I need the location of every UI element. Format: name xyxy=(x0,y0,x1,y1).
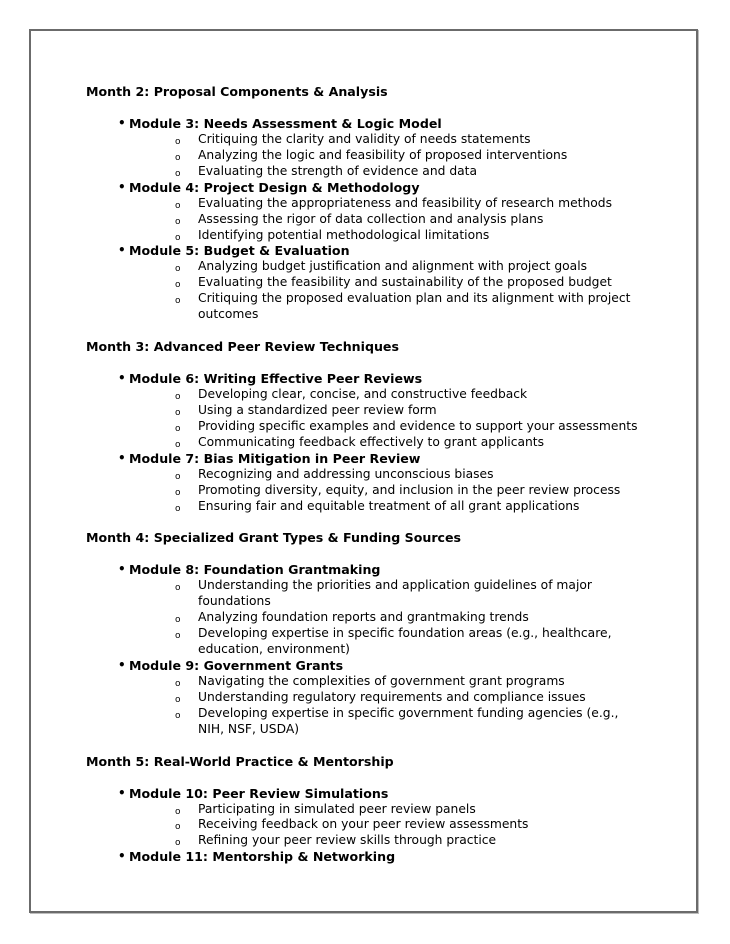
list-item-text: Providing specific examples and evidence to support your assessments xyxy=(198,418,638,433)
month-heading: Month 3: Advanced Peer Review Techniques xyxy=(86,339,399,355)
list-item-text: Participating in simulated peer review panels xyxy=(198,801,476,816)
list-item-text: Identifying potential methodological limitations xyxy=(198,227,490,242)
bullet-icon: • xyxy=(118,450,126,465)
list-item xyxy=(86,275,686,291)
list-item xyxy=(86,212,686,228)
list-item xyxy=(86,706,686,738)
list-item xyxy=(86,196,686,212)
section-spacer xyxy=(86,738,686,754)
heading-spacer xyxy=(86,355,686,371)
bullet-icon: • xyxy=(118,849,126,864)
module-heading xyxy=(86,116,686,132)
list-item-text: Understanding regulatory requirements and compliance issues xyxy=(198,689,586,704)
list-item xyxy=(86,817,686,833)
list-item xyxy=(86,690,686,706)
module-title: Module 10: Peer Review Simulations xyxy=(129,785,389,801)
list-item xyxy=(86,419,686,435)
circle-bullet-icon: o xyxy=(175,296,181,307)
circle-bullet-icon: o xyxy=(175,137,181,147)
circle-bullet-icon: o xyxy=(175,806,181,817)
list-item-text: Evaluating the strength of evidence and data xyxy=(198,163,478,178)
list-item-text: Using a standardized peer review form xyxy=(198,402,437,417)
circle-bullet-icon: o xyxy=(175,200,181,211)
circle-bullet-icon: o xyxy=(175,503,181,514)
section-spacer xyxy=(86,514,686,530)
list-item-text: Receiving feedback on your peer review assessments xyxy=(198,817,529,832)
document-content xyxy=(86,84,686,865)
heading-spacer xyxy=(86,100,686,116)
module-title: Module 6: Writing Effective Peer Reviews xyxy=(129,371,423,387)
bullet-icon: • xyxy=(118,371,126,386)
module-heading xyxy=(86,451,686,467)
list-item xyxy=(86,610,686,626)
list-item xyxy=(86,387,686,403)
module-heading xyxy=(86,243,686,259)
bullet-icon: • xyxy=(118,785,126,800)
month-heading: Month 2: Proposal Components & Analysis xyxy=(86,84,388,99)
list-item-text: Analyzing budget justification and alignment with project goals xyxy=(198,259,588,274)
list-item-text: Recognizing and addressing unconscious biases xyxy=(198,466,494,481)
list-item-text: Developing clear, concise, and constructive feedback xyxy=(198,387,528,402)
list-item xyxy=(86,164,686,180)
list-item xyxy=(86,802,686,818)
module-heading xyxy=(86,562,686,578)
circle-bullet-icon: o xyxy=(175,471,181,482)
module-title: Module 7: Bias Mitigation in Peer Review xyxy=(129,450,421,466)
list-item xyxy=(86,132,686,148)
circle-bullet-icon: o xyxy=(175,216,181,227)
bullet-icon: • xyxy=(118,116,126,130)
list-item xyxy=(86,467,686,483)
list-item-text: Evaluating the appropriateness and feasibility of research methods xyxy=(198,195,613,210)
circle-bullet-icon: o xyxy=(175,264,181,275)
list-item xyxy=(86,291,686,323)
list-item-text: Analyzing the logic and feasibility of proposed interventions xyxy=(198,147,568,162)
module-heading xyxy=(86,658,686,674)
circle-bullet-icon: o xyxy=(175,280,181,291)
circle-bullet-icon: o xyxy=(175,694,181,705)
list-item xyxy=(86,403,686,419)
module-title: Module 11: Mentorship & Networking xyxy=(129,849,396,865)
module-heading xyxy=(86,371,686,387)
module-heading xyxy=(86,786,686,802)
circle-bullet-icon: o xyxy=(175,838,181,849)
list-item-text: Evaluating the feasibility and sustainability of the proposed budget xyxy=(198,275,612,290)
bullet-icon: • xyxy=(118,179,126,194)
list-item-text: Understanding the priorities and application guidelines of major foundations xyxy=(198,578,592,609)
month-heading: Month 4: Specialized Grant Types & Funding Sources xyxy=(86,530,462,546)
heading-spacer xyxy=(86,770,686,786)
circle-bullet-icon: o xyxy=(175,583,181,594)
list-item xyxy=(86,499,686,515)
list-item-text: Refining your peer review skills through practice xyxy=(198,833,497,848)
circle-bullet-icon: o xyxy=(175,407,181,418)
section-spacer xyxy=(86,323,686,339)
module-title: Module 9: Government Grants xyxy=(129,657,344,673)
circle-bullet-icon: o xyxy=(175,168,181,179)
bullet-icon: • xyxy=(118,657,126,672)
circle-bullet-icon: o xyxy=(175,487,181,498)
circle-bullet-icon: o xyxy=(175,232,181,243)
circle-bullet-icon: o xyxy=(175,392,181,403)
circle-bullet-icon: o xyxy=(175,423,181,434)
list-item xyxy=(86,674,686,690)
month-heading: Month 5: Real-World Practice & Mentorship xyxy=(86,753,394,769)
bullet-icon: • xyxy=(118,243,126,258)
module-title: Module 8: Foundation Grantmaking xyxy=(129,562,381,578)
module-heading xyxy=(86,180,686,196)
list-item xyxy=(86,483,686,499)
circle-bullet-icon: o xyxy=(175,439,181,450)
bullet-icon: • xyxy=(118,562,126,577)
list-item-text: Developing expertise in specific foundation areas (e.g., healthcare, education, environment) xyxy=(198,626,612,657)
list-item xyxy=(86,228,686,244)
module-title: Module 5: Budget & Evaluation xyxy=(129,243,350,259)
circle-bullet-icon: o xyxy=(175,678,181,689)
list-item xyxy=(86,833,686,849)
module-title: Module 4: Project Design & Methodology xyxy=(129,179,420,195)
list-item-text: Critiquing the proposed evaluation plan and its alignment with project outcomes xyxy=(198,291,631,322)
list-item-text: Analyzing foundation reports and grantmaking trends xyxy=(198,610,529,625)
module-title: Module 3: Needs Assessment & Logic Model xyxy=(129,116,442,131)
circle-bullet-icon: o xyxy=(175,615,181,626)
circle-bullet-icon: o xyxy=(175,822,181,833)
list-item-text: Ensuring fair and equitable treatment of all grant applications xyxy=(198,498,580,513)
list-item-text: Developing expertise in specific government funding agencies (e.g., NIH, NSF, USDA) xyxy=(198,705,619,736)
list-item xyxy=(86,578,686,610)
circle-bullet-icon: o xyxy=(175,710,181,721)
list-item-text: Assessing the rigor of data collection and analysis plans xyxy=(198,211,544,226)
list-item-text: Critiquing the clarity and validity of needs statements xyxy=(198,132,531,146)
list-item xyxy=(86,435,686,451)
list-item-text: Promoting diversity, equity, and inclusion in the peer review process xyxy=(198,482,621,497)
list-item xyxy=(86,259,686,275)
module-heading xyxy=(86,849,686,865)
list-item xyxy=(86,626,686,658)
circle-bullet-icon: o xyxy=(175,631,181,642)
heading-spacer xyxy=(86,546,686,562)
list-item-text: Communicating feedback effectively to grant applicants xyxy=(198,434,545,449)
circle-bullet-icon: o xyxy=(175,152,181,163)
list-item xyxy=(86,148,686,164)
list-item-text: Navigating the complexities of government grant programs xyxy=(198,673,565,688)
